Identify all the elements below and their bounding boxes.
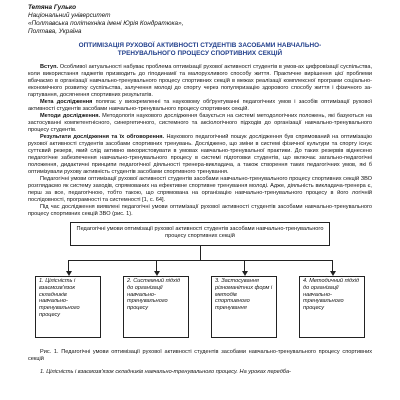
diagram-connector xyxy=(244,260,245,271)
conditions-paragraph: Педагогічні умови оптимізації рухової активності студентів засобами навчально-тренувального процесу спортивних секцій ЗВО розглядаємо як систему заходів, спрямованих на ефективне спортивне тренування молоді. Адже, діяльність викладача-тренера є, перш за все, педагогічною, тобто такою, що спрямована на організацію навчально-тренувального процесу в його логічній послідовності, програмності та системності [1, с. 64]. xyxy=(28,176,372,203)
diagram-top-box: Педагогічні умови оптимізації рухової активності студентів засобами навчально-тренувального процесу спортивних секцій xyxy=(70,222,330,246)
diagram-condition-box-1: 1. Цілісність і взаємозв'язок складників навчально-тренувального процесу xyxy=(35,276,101,338)
intro-text: Особливої актуальності набуває проблема оптимізації рухової активності студентів в умов-ах цифровізації суспільства, коли використання гаджетів призводить до гіподинамії та малорухливого способу життя. Практичне вирішення цієї проблеми вбачаємо в організації навчально-тренувального процесу спортивних секцій в межах реалізації комплексної програми соціально-економічного розвитку суспільства, залучення молоді до спорту через популяризацію здорового способу життя і фізичного за-гартування, досягнення спортивних результатів. xyxy=(28,64,372,98)
diagram-connector xyxy=(156,260,157,271)
methods-paragraph xyxy=(28,113,372,134)
results-paragraph xyxy=(28,134,372,176)
affiliation-line: «Полтавська політехніка імені Юрія Кондратюка», xyxy=(28,20,184,27)
diagram-condition-box-3: 3. Застосування різноманітних форм і методів спортивного тренування xyxy=(211,276,277,338)
diagram-connector xyxy=(68,260,332,261)
goal-paragraph xyxy=(28,99,372,113)
diagram-connector xyxy=(332,260,333,271)
trailing-paragraph: 1. Цілісність і взаємозв'язок складників навчально-тренувального процесу. На уроках передба- xyxy=(40,369,291,375)
affiliation-line: Полтава, Україна xyxy=(28,28,82,35)
diagram-condition-box-4: 4. Методичний підхід до організації навчально-тренувального процесу xyxy=(299,276,365,338)
results-text: Наукового педагогічний пошук дослідження був спрямований на оптимізацію рухової активності студентів засобами спортивних тренувань. Досліджено, що зміни в системі фізичної культури та спорту існує суттєвий резерв, який слід активно використовувати в умовах навчально-тренувальної практики. До таких резервів віднесено педагогічне забезпечення навчально-тренувального процесу в системі підготовки студентів, що включає загально-педагогічні положення, дидактичні принципи педагогічної діяльності тренера-викладача, а також створення таких педагогічних умов, які б оптимізували рухову активність студентів засобами спортивного тренування. xyxy=(28,134,372,175)
affiliation-line: Національний університет xyxy=(28,12,111,19)
diagram-connector xyxy=(200,246,201,260)
intro-paragraph xyxy=(28,64,372,99)
author-name: Тетяна Гулько xyxy=(28,4,77,11)
goal-text: полягає у виокремленні та науковому обґрунтуванні педагогічних умов і засобів оптимізації рухової активності студентів засобами навчально-тренувального процесу спортивних секцій. xyxy=(28,99,372,112)
intro-label: Вступ. xyxy=(40,64,59,70)
figure-caption: Рис. 1. Педагогічні умови оптимізації рухової активності студентів засобами навчально-тренувального процесу спортивних секцій xyxy=(28,349,372,362)
goal-label: Мета дослідження xyxy=(40,99,93,105)
title-line: ОПТИМІЗАЦІЯ РУХОВОЇ АКТИВНОСТІ СТУДЕНТІВ ЗАСОБАМИ НАВЧАЛЬНО- xyxy=(78,42,322,49)
diagram-condition-box-2: 2. Системний підхід до організації навчально-тренувального процесу xyxy=(123,276,189,338)
results-label: Результати дослідження та їх обговорення. xyxy=(40,134,165,140)
methods-label: Методи дослідження. xyxy=(40,113,101,119)
title-line: ТРЕНУВАЛЬНОГО ПРОЦЕСУ СПОРТИВНИХ СЕКЦІЙ xyxy=(117,50,283,57)
author-block xyxy=(28,4,372,36)
summary-paragraph: Під час дослідження виявлені педагогічні умови оптимізації рухової активності студентів засобами навчально-тренувального процесу спортивних секцій ЗВО (рис. 1). xyxy=(28,204,372,217)
paper-title xyxy=(28,42,372,58)
diagram-connector xyxy=(68,260,69,271)
methods-text: Методологія наукового дослідження базується на системі методологічних положень, які базуються на застосуванні компетентнісного, синергетичного, системного та аксіологічного підходів до організації навчально-тренувального процесу студентів. xyxy=(28,113,372,133)
conditions-diagram xyxy=(35,222,365,346)
